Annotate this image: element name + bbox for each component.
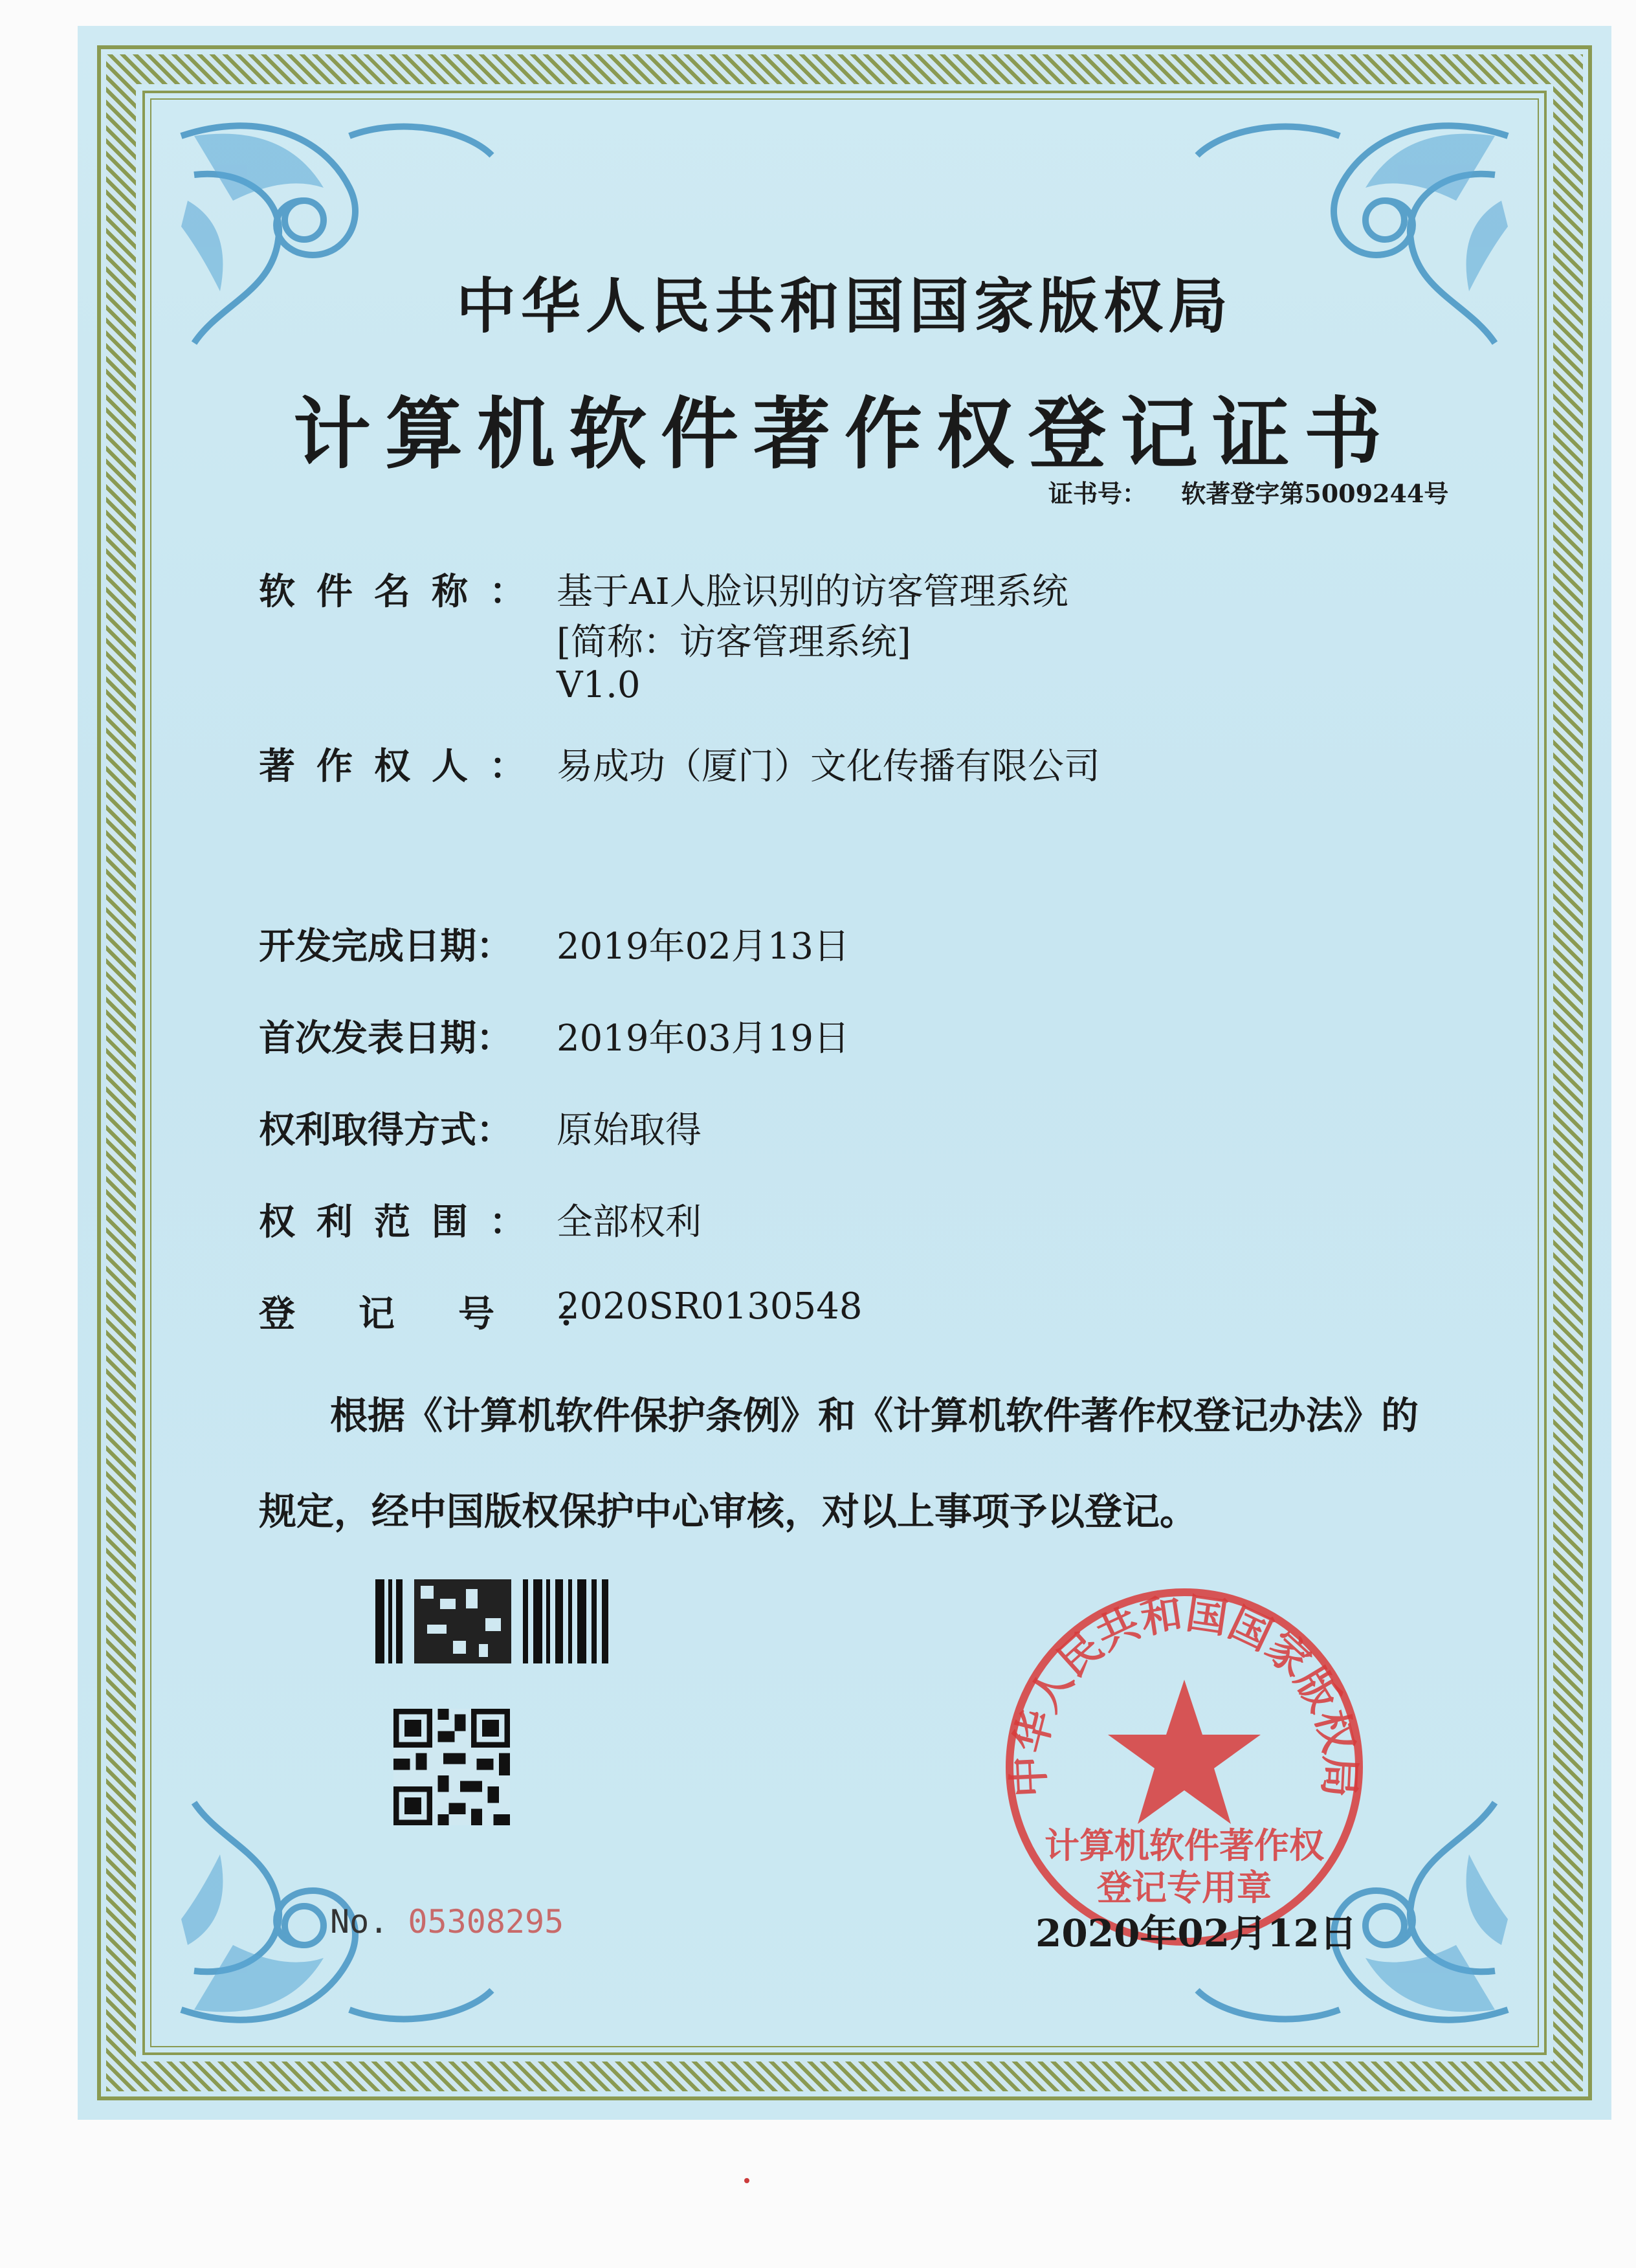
dev-date: 2019年02月13日 xyxy=(557,926,850,968)
software-version: V1.0 xyxy=(557,664,641,706)
pub-date-label: 首次发表日期： xyxy=(259,1017,513,1060)
serial-prefix: No. xyxy=(330,1903,389,1940)
acquire-method: 原始取得 xyxy=(557,1109,702,1151)
owner-name: 易成功（厦门）文化传播有限公司 xyxy=(557,746,1100,788)
certificate-number xyxy=(1048,474,1448,509)
pub-date: 2019年03月19日 xyxy=(557,1017,850,1060)
software-name: 基于AI人脸识别的访客管理系统 xyxy=(557,571,1068,613)
rights-scope: 全部权利 xyxy=(557,1201,702,1243)
certificate-number-label: 证书号： xyxy=(1048,479,1147,508)
software-name-label: 软件名称： xyxy=(259,570,547,613)
statement-line-1: 根据《计算机软件保护条例》和《计算机软件著作权登记办法》的 xyxy=(330,1394,1419,1438)
reg-number-label: 登记号： xyxy=(259,1293,658,1335)
serial-number xyxy=(330,1903,564,1940)
acquire-method-label: 权利取得方式： xyxy=(259,1109,513,1151)
seal-outer-text: 中华人民共和国国家版权局 xyxy=(1004,1589,1365,1799)
reg-number: 2020SR0130548 xyxy=(557,1285,863,1328)
owner-label: 著作权人： xyxy=(259,745,547,788)
rights-scope-label: 权利范围： xyxy=(259,1201,547,1243)
barcode-icon xyxy=(375,1579,608,1663)
official-seal-icon xyxy=(997,1579,1372,1955)
certificate xyxy=(78,26,1611,2120)
stray-mark xyxy=(744,2178,749,2183)
seal-inner-line-2: 登记专用章 xyxy=(1097,1867,1272,1908)
qr-code-icon xyxy=(393,1709,510,1825)
dev-date-label: 开发完成日期： xyxy=(259,925,513,968)
statement-line-2: 规定，经中国版权保护中心审核，对以上事项予以登记。 xyxy=(259,1489,1198,1533)
issuing-agency: 中华人民共和国国家版权局 xyxy=(456,271,1233,341)
serial-number-value: 05308295 xyxy=(408,1903,564,1940)
seal-inner-line-1: 计算机软件著作权 xyxy=(1045,1825,1324,1866)
certificate-title: 计算机软件著作权登记证书 xyxy=(293,388,1396,480)
software-short-name: [简称：访客管理系统] xyxy=(557,621,911,663)
certificate-number-value: 软著登字第5009244号 xyxy=(1181,479,1449,508)
issue-date: 2020年02月12日 xyxy=(1035,1911,1357,1955)
